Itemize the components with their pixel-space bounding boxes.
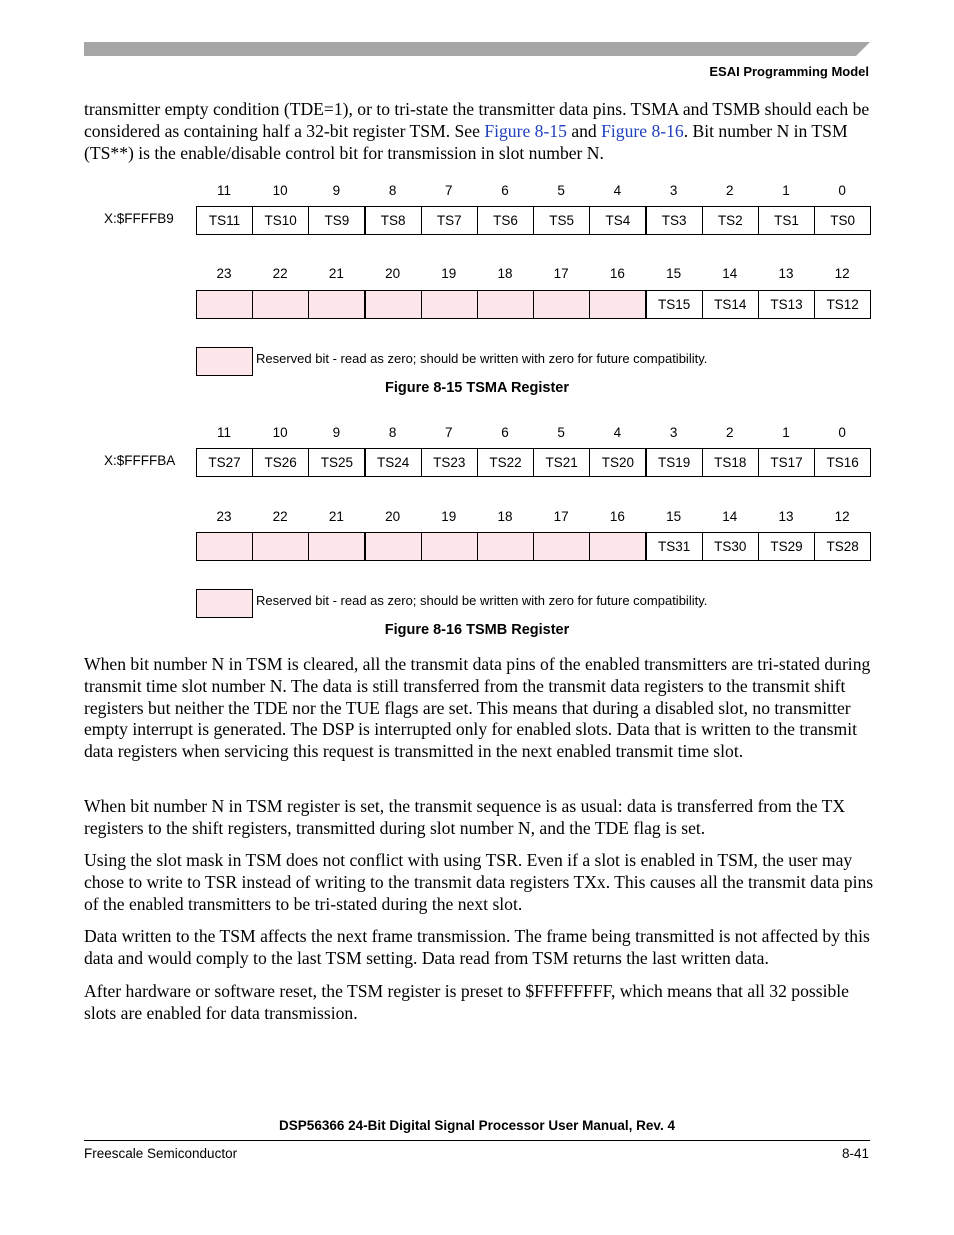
reserved-bit-cell bbox=[421, 290, 478, 319]
body-paragraph-2: When bit number N in TSM register is set, the transmit sequence is as usual: data is transferred from the TX registers to the shift registers, transmitted during slot number N, and the TDE flag is set. bbox=[84, 796, 846, 838]
bit-number: 4 bbox=[613, 183, 622, 198]
bit-number: 16 bbox=[609, 509, 625, 524]
register-bit-cell: TS10 bbox=[252, 206, 309, 235]
bit-number: 10 bbox=[272, 183, 288, 198]
register-bit-cell: TS31 bbox=[646, 532, 703, 561]
bit-number: 0 bbox=[838, 183, 846, 198]
register-bit-cell: TS4 bbox=[589, 206, 646, 235]
bit-number: 1 bbox=[782, 183, 790, 198]
bit-number: 20 bbox=[385, 509, 401, 524]
register-bit-cell: TS25 bbox=[308, 448, 365, 477]
register-bit-cell: TS27 bbox=[196, 448, 253, 477]
reserved-bit-cell bbox=[421, 532, 478, 561]
reserved-bit-cell bbox=[196, 290, 253, 319]
register-bit-cell: TS3 bbox=[646, 206, 703, 235]
bit-number: 2 bbox=[726, 425, 734, 440]
reserved-bit-cell bbox=[252, 290, 309, 319]
bit-number: 23 bbox=[216, 509, 232, 524]
tsmb-figure-caption: Figure 8-16 TSMB Register bbox=[384, 622, 570, 638]
register-bit-cell: TS17 bbox=[758, 448, 815, 477]
bit-number: 1 bbox=[782, 425, 790, 440]
body-paragraph-4: Data written to the TSM affects the next frame transmission. The frame being transmitted is not affected by this data and would comply to the last TSM setting. Data read from TSM returns the last written data. bbox=[84, 926, 870, 968]
footer-company: Freescale Semiconductor bbox=[84, 1146, 238, 1161]
reserved-bit-cell bbox=[533, 532, 590, 561]
bit-number: 23 bbox=[216, 266, 232, 281]
bit-number: 14 bbox=[722, 509, 738, 524]
register-bit-cell: TS19 bbox=[646, 448, 703, 477]
bit-number: 12 bbox=[834, 509, 850, 524]
tsma-address-label: X:$FFFFB9 bbox=[104, 211, 174, 226]
register-bit-cell: TS6 bbox=[477, 206, 534, 235]
reserved-bit-cell bbox=[252, 532, 309, 561]
bit-number: 13 bbox=[778, 266, 794, 281]
bit-number: 19 bbox=[441, 266, 457, 281]
bit-number: 12 bbox=[834, 266, 850, 281]
register-bit-cell: TS11 bbox=[196, 206, 253, 235]
bit-number: 6 bbox=[501, 425, 509, 440]
bit-number: 18 bbox=[497, 266, 513, 281]
reserved-bit-cell bbox=[533, 290, 590, 319]
register-bit-cell: TS9 bbox=[308, 206, 365, 235]
register-bit-cell: TS1 bbox=[758, 206, 815, 235]
bit-number: 11 bbox=[216, 183, 231, 198]
bit-number: 14 bbox=[722, 266, 738, 281]
bit-number: 3 bbox=[669, 183, 678, 198]
register-bit-cell: TS12 bbox=[814, 290, 871, 319]
bit-number: 7 bbox=[445, 425, 453, 440]
section-title: ESAI Programming Model bbox=[709, 64, 869, 79]
intro-text-pre: transmitter empty condition (TDE=1), or to tri-state the transmitter data pins. TSMA and TSMB should each be considered as containing half a 32-bit register TSM. See bbox=[84, 99, 870, 141]
footer-divider bbox=[84, 1140, 870, 1141]
register-bit-cell: TS7 bbox=[421, 206, 478, 235]
footer-page-number: 8-41 bbox=[841, 1146, 869, 1161]
bit-number: 6 bbox=[501, 183, 509, 198]
register-bit-cell: TS18 bbox=[702, 448, 759, 477]
figure-8-15-link[interactable]: Figure 8-15 bbox=[484, 120, 567, 141]
tsmb-address-label: X:$FFFFBA bbox=[104, 453, 176, 468]
bit-number: 7 bbox=[445, 183, 453, 198]
footer-manual-title: DSP56366 24-Bit Digital Signal Processor User Manual, Rev. 4 bbox=[279, 1118, 675, 1133]
intro-text-mid: and bbox=[566, 120, 602, 141]
bit-number: 15 bbox=[666, 266, 682, 281]
tsma-reserved-legend-text: Reserved bit - read as zero; should be written with zero for future compatibility. bbox=[256, 351, 708, 366]
register-bit-cell: TS30 bbox=[702, 532, 759, 561]
bit-number: 18 bbox=[497, 509, 513, 524]
bit-number: 11 bbox=[216, 425, 231, 440]
bit-number: 22 bbox=[272, 509, 288, 524]
register-bit-cell: TS5 bbox=[533, 206, 590, 235]
bit-number: 4 bbox=[613, 425, 622, 440]
body-paragraph-1: When bit number N in TSM is cleared, all the transmit data pins of the enabled transmitters are tri-stated during transmit time slot number N. The data is still transferred from the transmit data registers to the transmit shift registers but neither the TDE nor the TUE flags are set. This means that during a disabled slot, no transmitter empty interrupt is generated. The DSP is interrupted only for enabled slots. Data that is written to the transmit data registers when servicing this request is transmitted in the next enabled transmit time slot. bbox=[84, 654, 871, 762]
reserved-bit-cell bbox=[477, 532, 534, 561]
register-bit-cell: TS22 bbox=[477, 448, 534, 477]
bit-number: 0 bbox=[838, 425, 846, 440]
bit-number: 21 bbox=[328, 266, 344, 281]
register-bit-cell: TS29 bbox=[758, 532, 815, 561]
bit-number: 3 bbox=[669, 425, 678, 440]
bit-number: 13 bbox=[778, 509, 794, 524]
tsma-reserved-legend-box bbox=[196, 347, 253, 376]
bit-number: 8 bbox=[388, 425, 397, 440]
reserved-bit-cell bbox=[589, 290, 646, 319]
register-bit-cell: TS8 bbox=[365, 206, 422, 235]
bit-number: 19 bbox=[441, 509, 457, 524]
reserved-bit-cell bbox=[308, 532, 365, 561]
reserved-bit-cell bbox=[365, 532, 422, 561]
body-paragraph-3: Using the slot mask in TSM does not conflict with using TSR. Even if a slot is enabled in TSM, the user may chose to write to TSR instead of writing to the transmit data registers TXx. This causes all the transmit data pins of the enabled transmitters to be tri-stated during the next slot. bbox=[84, 850, 874, 914]
bit-number: 22 bbox=[272, 266, 288, 281]
header-bar bbox=[84, 42, 870, 56]
reserved-bit-cell bbox=[589, 532, 646, 561]
body-paragraph-5: After hardware or software reset, the TSM register is preset to $FFFFFFFF, which means that all 32 possible slots are enabled for data transmission. bbox=[84, 981, 849, 1023]
register-bit-cell: TS16 bbox=[814, 448, 871, 477]
intro-paragraph bbox=[84, 99, 874, 164]
bit-number: 21 bbox=[328, 509, 344, 524]
bit-number: 20 bbox=[385, 266, 401, 281]
reserved-bit-cell bbox=[477, 290, 534, 319]
register-bit-cell: TS28 bbox=[814, 532, 871, 561]
register-bit-cell: TS21 bbox=[533, 448, 590, 477]
register-bit-cell: TS24 bbox=[365, 448, 422, 477]
register-bit-cell: TS15 bbox=[646, 290, 703, 319]
reserved-bit-cell bbox=[196, 532, 253, 561]
register-bit-cell: TS0 bbox=[814, 206, 871, 235]
register-bit-cell: TS14 bbox=[702, 290, 759, 319]
bit-number: 15 bbox=[666, 509, 682, 524]
register-bit-cell: TS13 bbox=[758, 290, 815, 319]
bit-number: 10 bbox=[272, 425, 288, 440]
reserved-bit-cell bbox=[365, 290, 422, 319]
figure-8-16-link[interactable]: Figure 8-16 bbox=[601, 120, 684, 141]
register-bit-cell: TS26 bbox=[252, 448, 309, 477]
bit-number: 9 bbox=[332, 183, 341, 198]
tsmb-reserved-legend-box bbox=[196, 589, 253, 618]
bit-number: 8 bbox=[388, 183, 397, 198]
bit-number: 17 bbox=[553, 266, 569, 281]
tsmb-reserved-legend-text: Reserved bit - read as zero; should be written with zero for future compatibility. bbox=[256, 593, 708, 608]
register-bit-cell: TS23 bbox=[421, 448, 478, 477]
register-bit-cell: TS2 bbox=[702, 206, 759, 235]
bit-number: 16 bbox=[609, 266, 625, 281]
bit-number: 5 bbox=[557, 425, 565, 440]
bit-number: 5 bbox=[557, 183, 565, 198]
bit-number: 9 bbox=[332, 425, 341, 440]
intro-text-post: . Bit number N in TSM (TS**) is the enable/disable control bit for transmission in slot number N. bbox=[84, 120, 848, 163]
bit-number: 17 bbox=[553, 509, 569, 524]
register-bit-cell: TS20 bbox=[589, 448, 646, 477]
tsma-figure-caption: Figure 8-15 TSMA Register bbox=[385, 380, 569, 396]
reserved-bit-cell bbox=[308, 290, 365, 319]
bit-number: 2 bbox=[726, 183, 734, 198]
